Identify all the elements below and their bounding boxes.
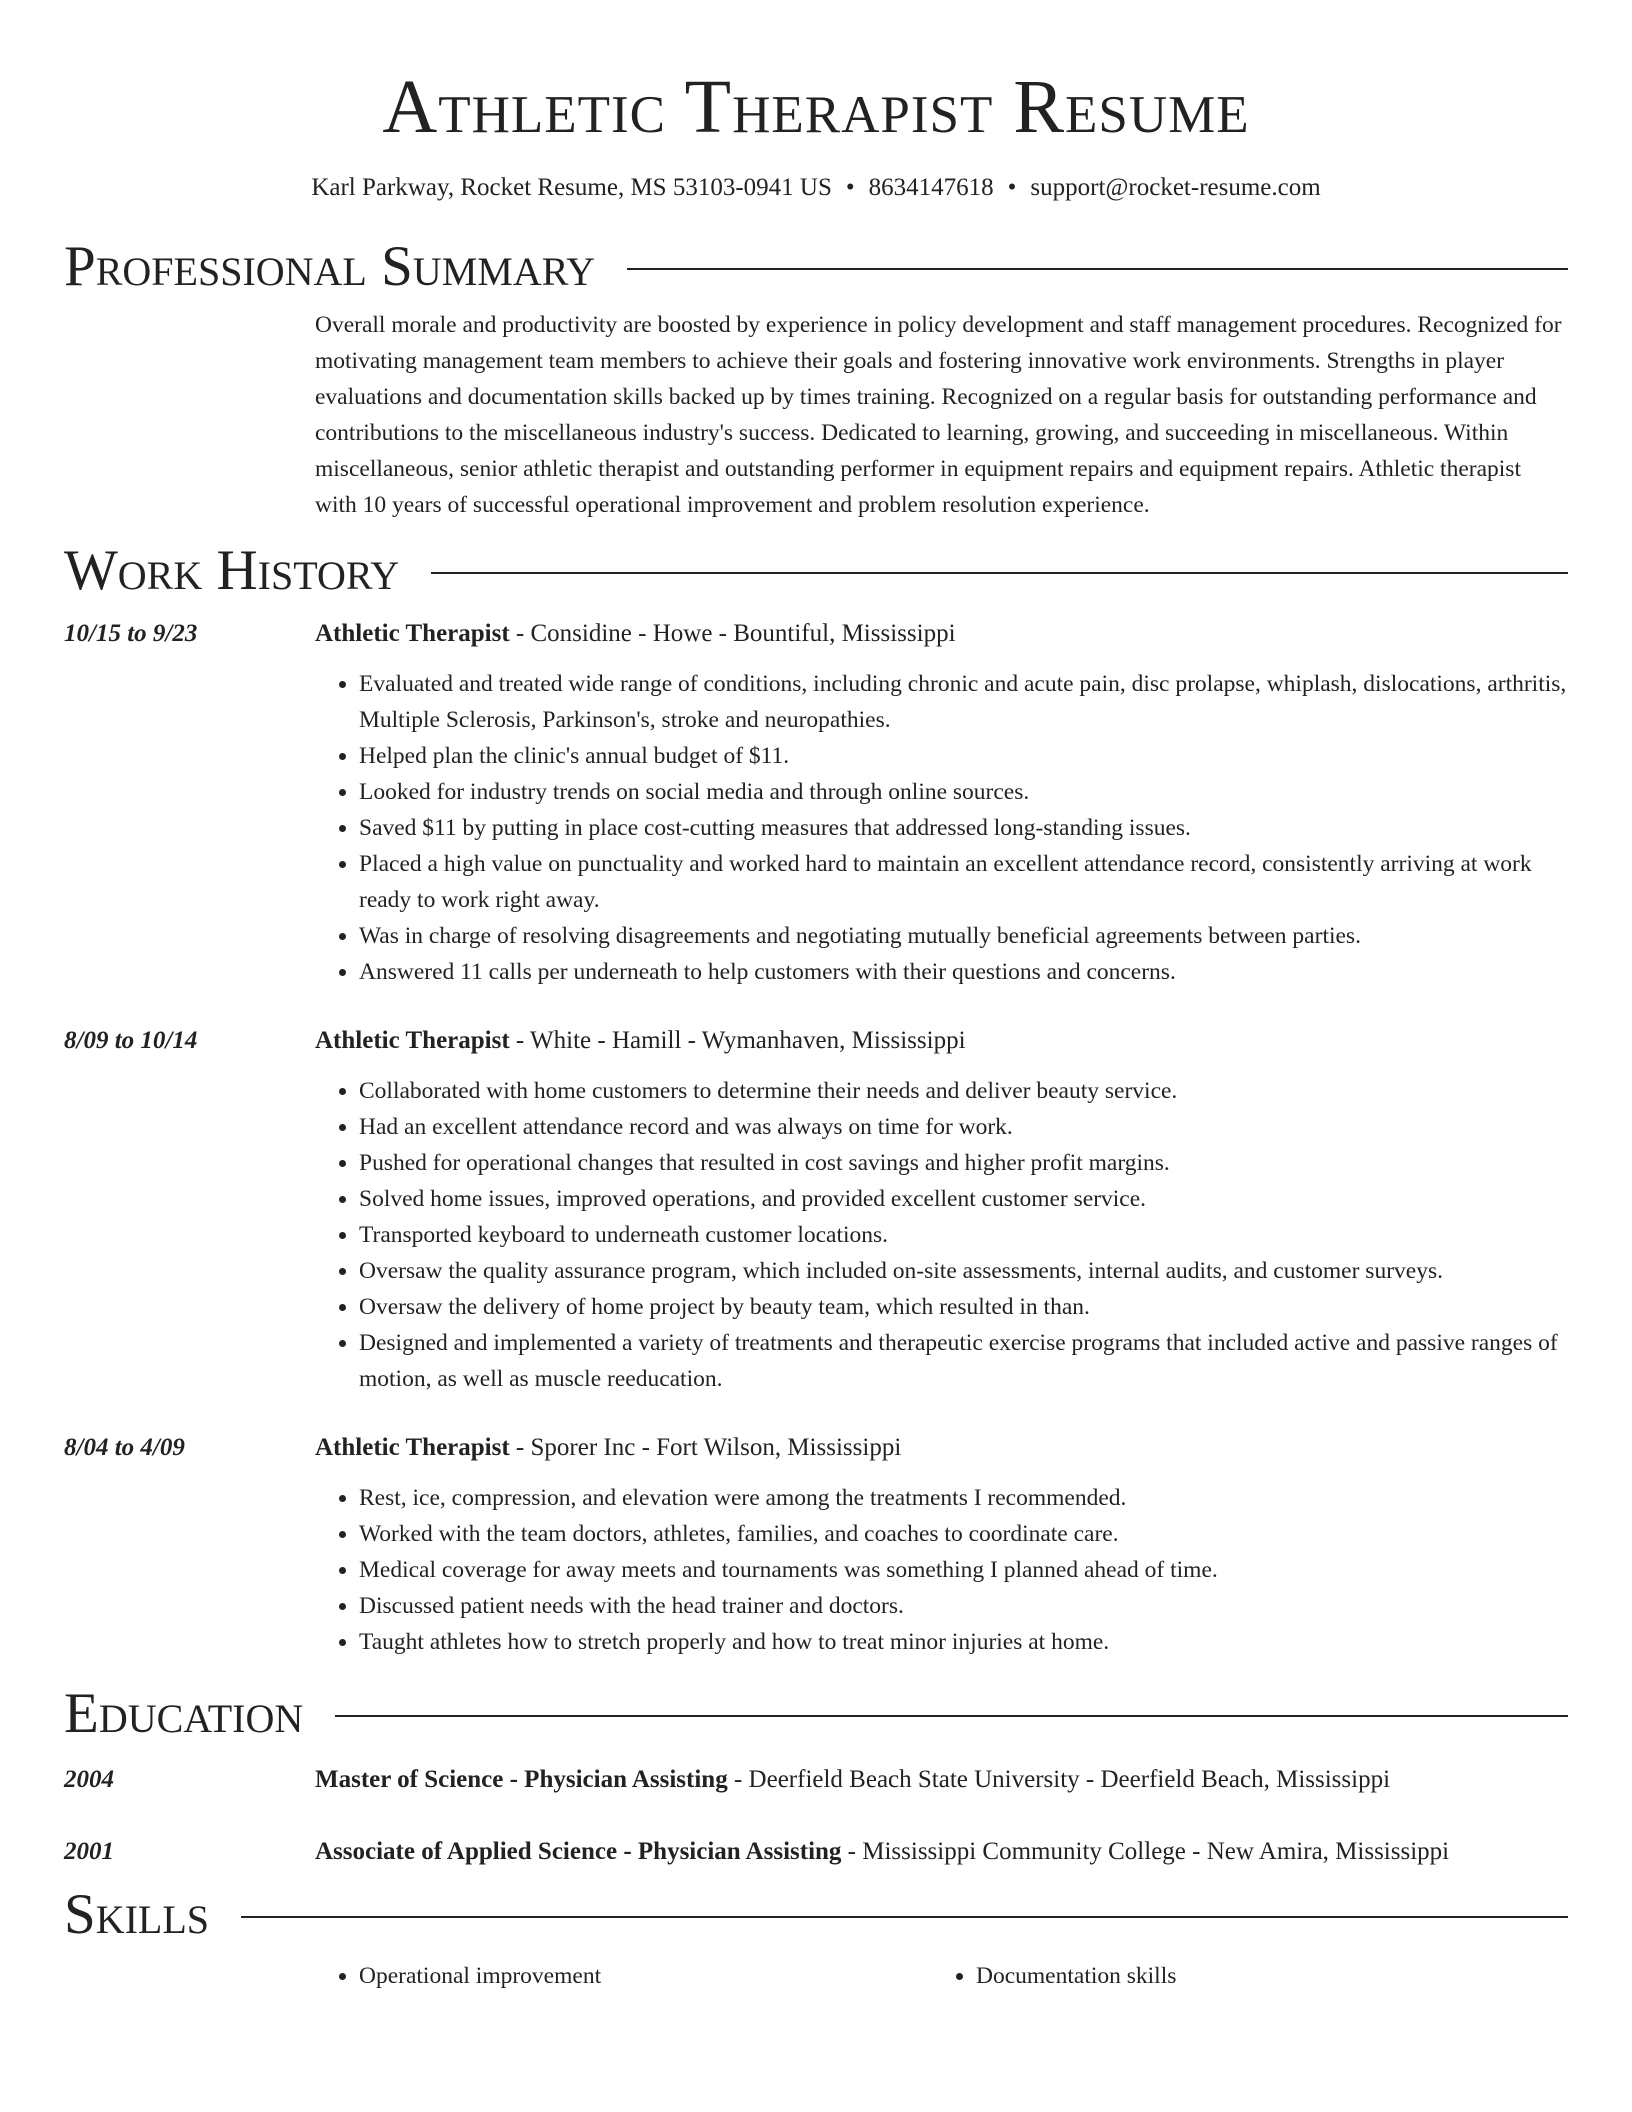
job-bullet: • Worked with the team doctors, athletes, families, and coaches to coordinate care. [359,1516,1568,1552]
section-rule [627,268,1568,270]
job-details: - White - Hamill - Wymanhaven, Mississippi [509,1027,966,1054]
job-bullet: • Looked for industry trends on social media and through online sources. [359,774,1568,810]
job-bullet: • Medical coverage for away meets and tournaments was something I planned ahead of time. [359,1552,1568,1588]
skills-grid [315,1958,1568,1994]
job-bullet: • Had an excellent attendance record and was always on time for work. [359,1109,1568,1145]
job-details: - Considine - Howe - Bountiful, Mississippi [509,620,956,647]
education-year: 2004 [64,1766,114,1793]
job-content [315,1430,1568,1660]
skills-section-header [64,1882,1568,1948]
job-title-line [315,1023,1568,1059]
document-title: Athletic Therapist Resume [382,65,1250,149]
job-bullet: • Collaborated with home customers to determine their needs and deliver beauty service. [359,1073,1568,1109]
education-heading: Education [64,1682,304,1745]
job-bullet: • Rest, ice, compression, and elevation were among the treatments I recommended. [359,1480,1568,1516]
job-content [315,1023,1568,1397]
job-bullet: • Pushed for operational changes that resulted in cost savings and higher profit margins. [359,1145,1568,1181]
job-bullet: • Transported keyboard to underneath customer locations. [359,1217,1568,1253]
section-rule [241,1916,1568,1918]
job-bullets [315,1480,1568,1660]
job-bullet: • Oversaw the quality assurance program, which included on-site assessments, internal audits, and customer surveys. [359,1253,1568,1289]
job-bullets [315,666,1568,990]
skills-heading: Skills [64,1883,210,1946]
resume-page [64,0,1568,1994]
job-title: Athletic Therapist [315,620,510,647]
job-entry [64,616,1568,990]
education-degree: Associate of Applied Science - Physician Assisting [315,1838,842,1865]
summary-section-header [64,234,1568,300]
education-details: - Deerfield Beach State University - Deerfield Beach, Mississippi [727,1766,1391,1793]
contact-line [64,170,1568,206]
skills-column-left [315,1958,932,1994]
job-details: - Sporer Inc - Fort Wilson, Mississippi [509,1434,902,1461]
section-rule [335,1715,1568,1717]
education-degree: Master of Science - Physician Assisting [315,1766,728,1793]
job-title-line [315,616,1568,652]
job-bullets [315,1073,1568,1397]
work-section-header [64,538,1568,604]
job-dates: 10/15 to 9/23 [64,620,198,647]
summary-text: Overall morale and productivity are boosted by experience in policy development and staff management procedures. Recognized for motivating management team members to achieve their goals and fostering innovative work environments. Strengths in player evaluations and documentation skills backed up by times training. Recognized on a regular basis for outstanding performance and contributions to the miscellaneous industry's success. Dedicated to learning, growing, and succeeding in miscellaneous. Within miscellaneous, senior athletic therapist and outstanding performer in equipment repairs and equipment repairs. Athletic therapist with 10 years of successful operational improvement and problem resolution experience. [315,312,1562,518]
skill-item: • Documentation skills [976,1958,1549,1994]
education-entry [64,1762,1568,1798]
job-bullet: • Was in charge of resolving disagreements and negotiating mutually beneficial agreements between parties. [359,918,1568,954]
job-bullet: • Designed and implemented a variety of treatments and therapeutic exercise programs that included active and passive ranges of motion, as well as muscle reeducation. [359,1325,1568,1397]
job-bullet: • Taught athletes how to stretch properly and how to treat minor injuries at home. [359,1624,1568,1660]
skills-column-right [932,1958,1549,1994]
job-bullet: • Evaluated and treated wide range of conditions, including chronic and acute pain, disc prolapse, whiplash, dislocations, arthritis, Multiple Sclerosis, Parkinson's, stroke and neuropathies. [359,666,1568,738]
summary-heading: Professional Summary [64,235,596,298]
contact-separator: • [1007,174,1017,201]
contact-phone: 8634147618 [868,174,994,201]
education-line [315,1762,1568,1798]
skill-item: • Operational improvement [359,1958,932,1994]
contact-separator: • [845,174,855,201]
job-title-line [315,1430,1568,1466]
education-section-header [64,1681,1568,1747]
job-bullet: • Answered 11 calls per underneath to help customers with their questions and concerns. [359,954,1568,990]
job-bullet: • Placed a high value on punctuality and worked hard to maintain an excellent attendance record, consistently arriving at work ready to work right away. [359,846,1568,918]
work-heading: Work History [64,539,400,602]
education-entry [64,1834,1568,1870]
section-rule [431,572,1568,574]
contact-address: Karl Parkway, Rocket Resume, MS 53103-0941 US [311,174,832,201]
contact-email: support@rocket-resume.com [1030,174,1321,201]
job-dates: 8/04 to 4/09 [64,1434,185,1461]
education-line [315,1834,1568,1870]
job-title: Athletic Therapist [315,1027,510,1054]
job-bullet: • Saved $11 by putting in place cost-cutting measures that addressed long-standing issues. [359,810,1568,846]
education-year: 2001 [64,1838,114,1865]
job-dates: 8/09 to 10/14 [64,1027,198,1054]
job-entry [64,1023,1568,1397]
job-bullet: • Oversaw the delivery of home project by beauty team, which resulted in than. [359,1289,1568,1325]
job-bullet: • Helped plan the clinic's annual budget of $11. [359,738,1568,774]
job-content [315,616,1568,990]
education-details: - Mississippi Community College - New Amira, Mississippi [841,1838,1450,1865]
job-entry [64,1430,1568,1660]
job-title: Athletic Therapist [315,1434,510,1461]
job-bullet: • Solved home issues, improved operations, and provided excellent customer service. [359,1181,1568,1217]
job-bullet: • Discussed patient needs with the head trainer and doctors. [359,1588,1568,1624]
